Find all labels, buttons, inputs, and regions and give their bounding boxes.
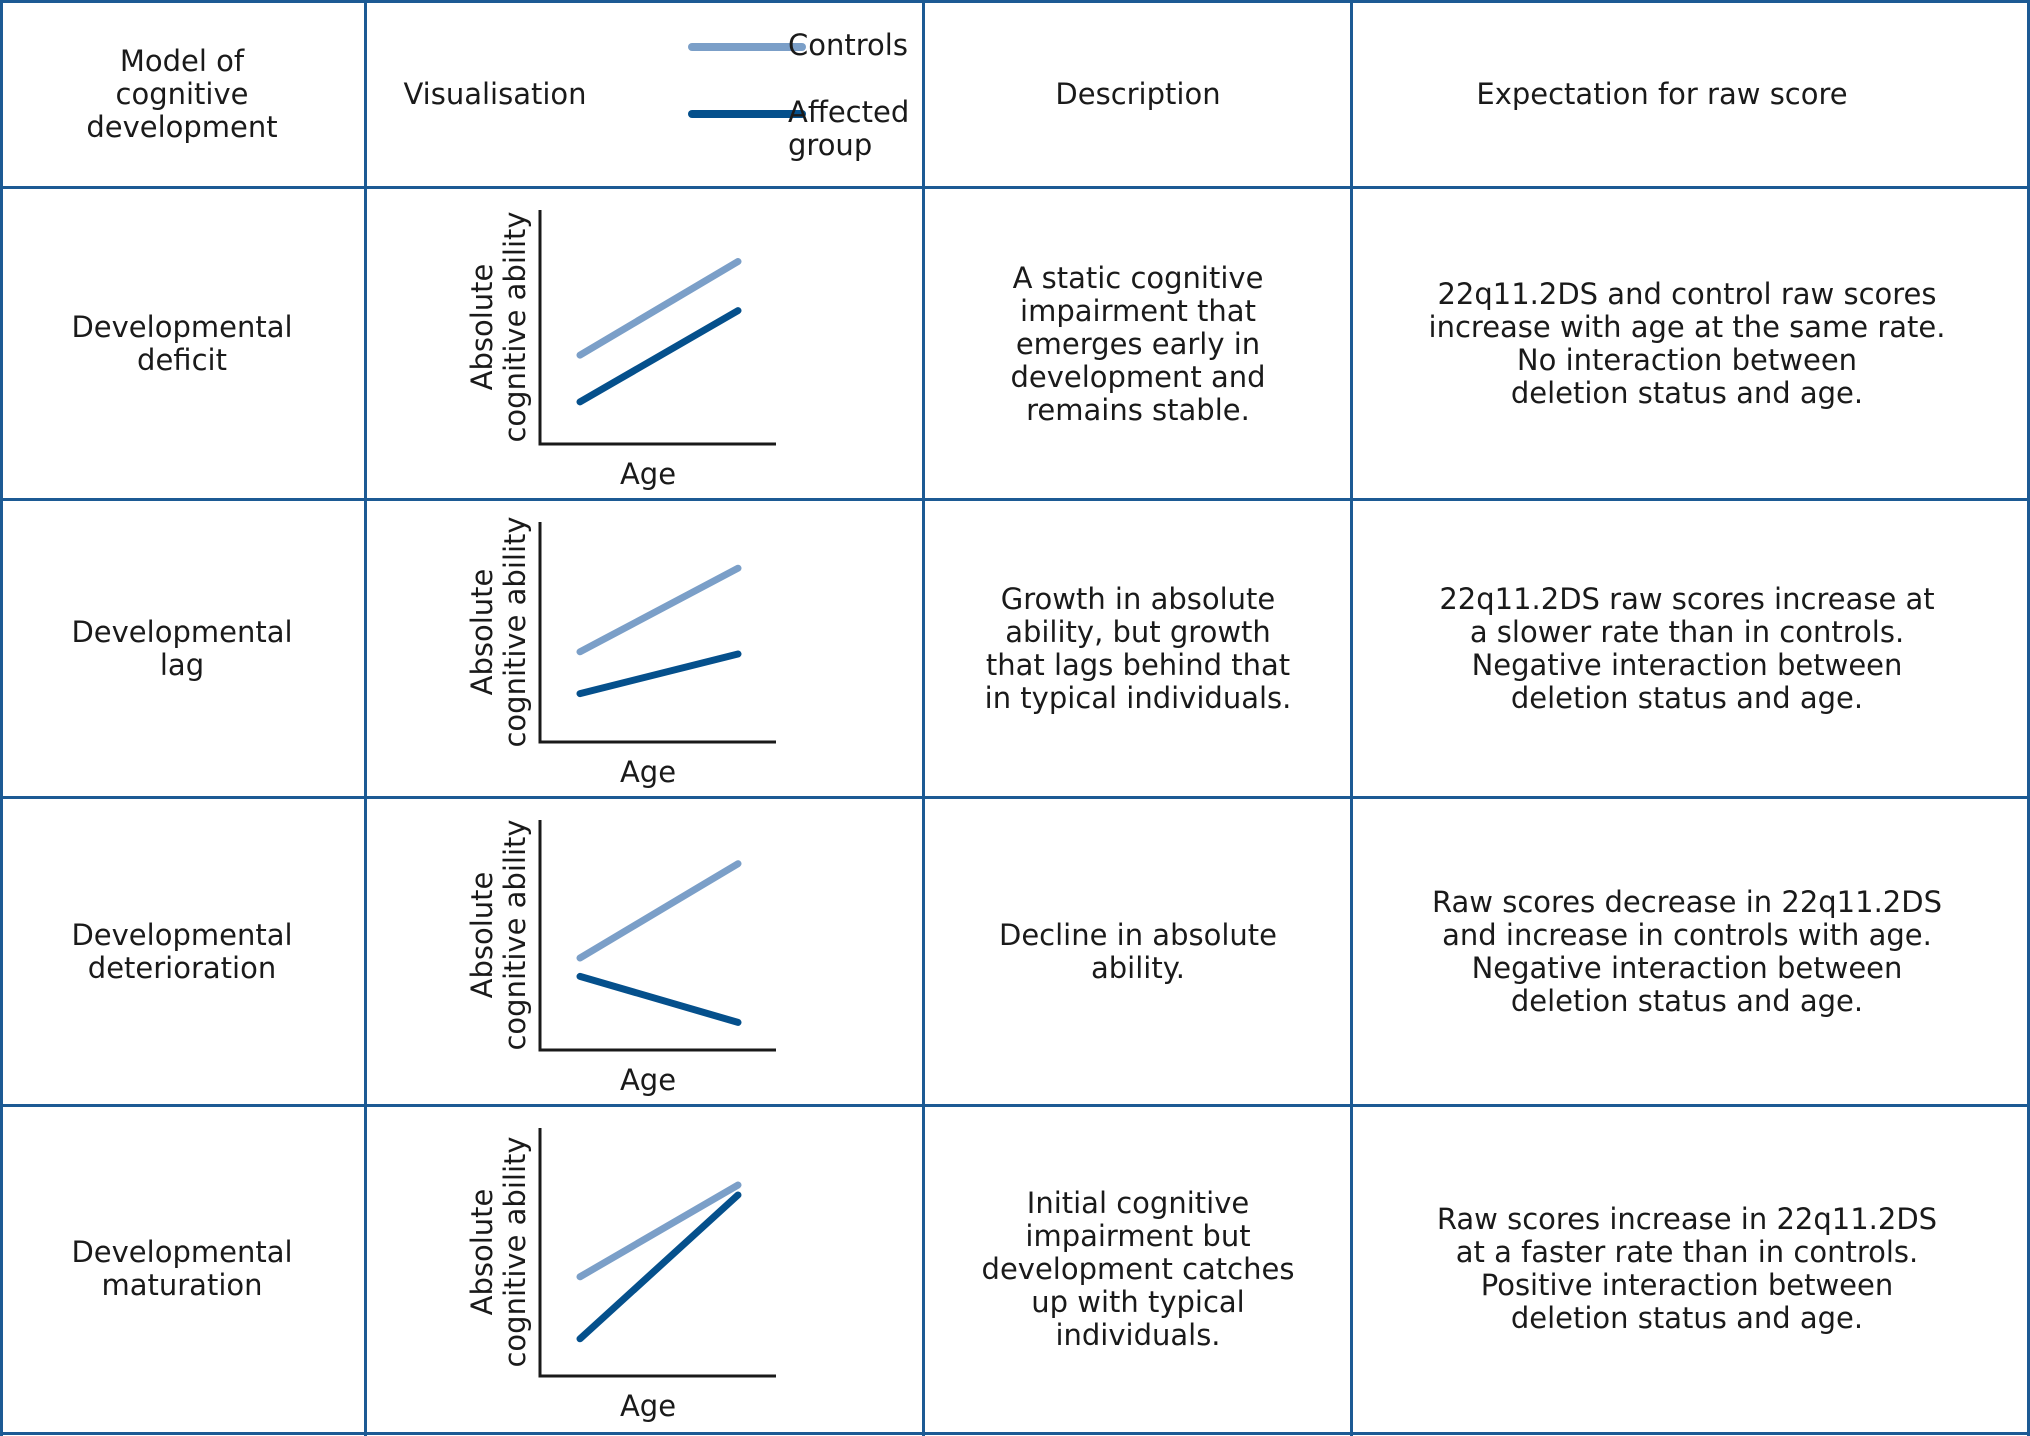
- y-axis-label-line1: Absolute: [465, 871, 499, 999]
- y-axis-label-line2: cognitive ability: [498, 819, 532, 1051]
- row-divider: [0, 498, 2030, 501]
- y-axis-label: [465, 819, 532, 1050]
- plot-axes: [540, 1128, 776, 1376]
- row-model-label: Developmental lag: [71, 615, 293, 682]
- x-axis-label: Age: [619, 1063, 677, 1097]
- legend-controls-label: Controls: [788, 28, 908, 62]
- x-axis-label: Age: [619, 1389, 677, 1423]
- row-plot: [440, 1106, 860, 1432]
- y-axis-label-line2: cognitive ability: [498, 211, 532, 443]
- row-divider: [0, 1432, 2030, 1435]
- y-axis-label-line1: Absolute: [465, 568, 499, 696]
- row-description: A static cognitive impairment that emerges early in development and remains stable.: [1010, 260, 1266, 427]
- row-description: Decline in absolute ability.: [998, 918, 1277, 985]
- column-divider: [364, 0, 367, 1436]
- plot-axes: [540, 210, 776, 444]
- header-visualisation: Visualisation: [403, 76, 587, 111]
- row-model-label: Developmental deficit: [71, 310, 293, 377]
- row-description: Initial cognitive impairment but development catches up with typical individuals.: [981, 1185, 1295, 1352]
- y-axis-label-line2: cognitive ability: [498, 1136, 532, 1368]
- y-axis-label: [465, 1136, 532, 1367]
- header-description: Description: [1055, 76, 1221, 111]
- affected-line: [580, 311, 738, 402]
- column-divider: [0, 0, 3, 1436]
- row-description: Growth in absolute ability, but growth that lags behind that in typical individuals.: [984, 582, 1292, 715]
- row-expectation: Raw scores decrease in 22q11.2DS and increase in controls with age. Negative interaction between deletion status and age.: [1431, 885, 1942, 1018]
- row-divider: [0, 0, 2030, 3]
- row-divider: [0, 796, 2030, 799]
- plot-axes: [540, 522, 776, 742]
- y-axis-label-line1: Absolute: [465, 263, 499, 391]
- y-axis-label-line1: Absolute: [465, 1188, 499, 1316]
- row-divider: [0, 186, 2030, 189]
- y-axis-label-line2: cognitive ability: [498, 516, 532, 748]
- affected-line: [580, 654, 738, 694]
- row-plot: [440, 798, 860, 1106]
- plot-axes: [540, 820, 776, 1050]
- controls-line: [580, 864, 738, 958]
- row-model-label: Developmental deterioration: [71, 918, 293, 985]
- y-axis-label: [465, 516, 532, 747]
- column-divider: [1350, 0, 1353, 1436]
- header-model: Model of cognitive development: [86, 43, 278, 144]
- x-axis-label: Age: [619, 457, 677, 491]
- row-expectation: 22q11.2DS and control raw scores increase with age at the same rate. No interaction between deletion status and age.: [1428, 277, 1946, 410]
- row-expectation: 22q11.2DS raw scores increase at a slower rate than in controls. Negative interaction between deletion status and age.: [1439, 582, 1935, 715]
- row-divider: [0, 1104, 2030, 1107]
- column-divider: [922, 0, 925, 1436]
- controls-line: [580, 568, 738, 652]
- row-expectation: Raw scores increase in 22q11.2DS at a faster rate than in controls. Positive interaction between deletion status and age.: [1436, 1202, 1938, 1335]
- controls-line: [580, 261, 738, 355]
- header-expectation: Expectation for raw score: [1476, 76, 1848, 111]
- legend-affected-label: Affected group: [788, 95, 910, 162]
- y-axis-label: [465, 211, 532, 442]
- row-model-label: Developmental maturation: [71, 1235, 293, 1302]
- row-plot: [440, 500, 860, 798]
- row-plot: [440, 188, 860, 500]
- x-axis-label: Age: [619, 755, 677, 789]
- affected-line: [580, 976, 738, 1022]
